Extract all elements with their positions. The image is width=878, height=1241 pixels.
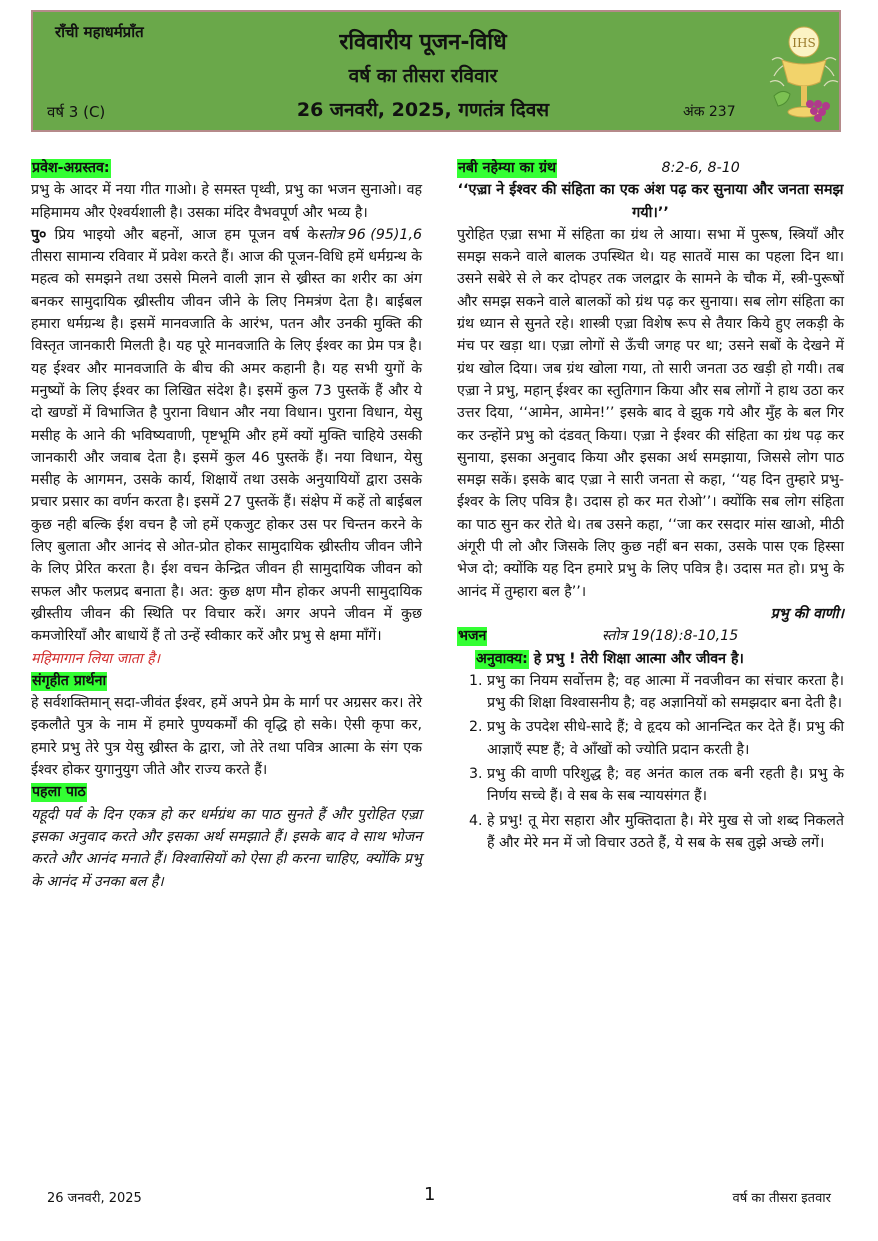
first-reading-heading: पहला पाठ (32, 784, 86, 801)
diocese-name: राँची महाधर्मप्राँत (55, 23, 144, 41)
refrain-text: हे प्रभु ! तेरी शिक्षा आत्मा और जीवन है। (528, 650, 744, 667)
psalm-reference: स्तोत्र 19(18):8-10,15 (601, 628, 739, 645)
chalice-icon (768, 20, 840, 128)
reading-book-heading: नबी नहेम्या का ग्रंथ (458, 160, 557, 176)
psalm-refrain (475, 648, 844, 670)
psalm-verse: 4. हे प्रभु! तू मेरा सहारा और मुक्तिदाता है। मेरे मुख से जो शब्द निकलते हैं और मेरे मन में जो विचार उठते हैं, ये सब के सब तुझे अच्छे लगें। (487, 810, 844, 855)
date-line: 26 जनवरी, 2025, गणतंत्र दिवस (296, 99, 550, 121)
reading-text: पुरोहित एज़्रा सभा में संहिता का ग्रंथ ले आया। सभा में पुरूष, स्त्रियाँ और समझ सकने वाले बालक उपस्थित थे। यह सातवें मास का पहला दिन था। उसने सबेरे से ले कर दोपहर तक जलद्वार के सामने के चौक में, स्त्री-पुरूषों और समझ सकने वाले बालकों को ग्रंथ पढ़ कर सुनाया। सब लोग संहिता का ग्रंथ ध्यान से सुनते रहे। शास्त्री एज़्रा विशेष रूप से तैयार किये हुए लकड़ी के मंच पर खड़ा था। एज़्रा लोगों से ऊँची जगह पर था; उसने सबों के देखने में ग्रंथ खोल दिया। जब ग्रंथ खोला गया, तो सारी जनता उठ खड़ी हो गयी। तब एज़्रा ने प्रभु, महान् ईश्वर का स्तुतिगान किया और सब लोगों ने हाथ उठा कर उत्तर दिया, ‘‘आमेन, आमेन!’’ इसके बाद वे झुक गये और मुँह के बल गिर कर उन्होंने प्रभु को दंडवत् किया। एज़्रा ने ईश्वर की संहिता का ग्रंथ पढ़ कर सुनाया, इसका अनुवाद किया और इसका अर्थ समझाया, जिससे लोग पाठ समझ सकें। इसके बाद एज़्रा ने सारी जनता से कहा, ‘‘यह दिन तुम्हारे प्रभु-ईश्वर के लिए पवित्र है। उदास हो कर मत रोओ’’। क्योंकि सब लोग संहिता का पाठ सुन कर रोते थे। तब उसने कहा, ‘‘जा कर रसदार मांस खाओ, मीठी अंगूरी पी लो और जिसके लिए कुछ नहीं बन सका, उसके पास एक हिस्सा भेज दो; क्योंकि यह दिन हमारे प्रभु के लिए पवित्र है। उदास मत हो। प्रभु के आनंद में तुम्हारा बल है’’। (457, 226, 844, 600)
introduction (31, 224, 422, 648)
reading-closing: प्रभु की वाणी। (770, 605, 844, 622)
refrain-label: अनुवाक्य: (476, 650, 528, 667)
collect-text: हे सर्वशक्तिमान् सदा-जीवंत ईश्वर, हमें अपने प्रेम के मार्ग पर अग्रसर कर। तेरे इकलौते पुत्र के नाम में हमारे पुण्यकर्मों की वृद्धि हो सके। ऐसी कृपा कर, हमारे प्रभु तेरे पुत्र येसु ख्रीस्त के द्वारा, जो तेरे तथा पवित्र आत्मा के संग एक ईश्वर होकर युगानुयुग जीते और राज्य करते हैं। (31, 695, 422, 779)
psalm-verse: 2. प्रभु के उपदेश सीधे-सादे हैं; वे हृदय को आनन्दित कर देते हैं। प्रभु की आज्ञाएँ स्पष्ट हैं; वे आँखों को ज्योति प्रदान करती है। (487, 716, 844, 761)
psalm-heading: भजन (458, 628, 487, 645)
footer-label: वर्ष का तीसरा इतवार (732, 1191, 831, 1206)
psalm-verse: 1. प्रभु का नियम सर्वोत्तम है; वह आत्मा में नवजीवन का संचार करता है। प्रभु की शिक्षा विश्वासनीय है; वह अज्ञानियों को समझदार बना देती है। (487, 670, 844, 715)
reading-summary-quote: ‘‘एज़्रा ने ईश्वर की संहिता का एक अंश पढ़ कर सुनाया और जनता समझ गयी।’’ (457, 182, 844, 221)
reading-reference: 8:2-6, 8-10 (661, 160, 740, 176)
gloria-rubric: महिमागान लिया जाता है। (31, 650, 160, 667)
bulletin-header (31, 10, 841, 132)
psalm-verse: 3. प्रभु की वाणी परिशुद्ध है; वह अनंत काल तक बनी रहती है। प्रभु के निर्णय सच्चे हैं। वे सब के सब न्यायसंगत हैं। (487, 763, 844, 808)
entrance-antiphon-text: प्रभु के आदर में नया गीत गाओ। हे समस्त पृथ्वी, प्रभु का भजन सुनाओ। वह महिमामय और ऐश्वर्यशाली है। उसका मंदिर वैभवपूर्ण और भव्य है। (31, 182, 422, 221)
liturgical-year: वर्ष 3 (C) (47, 103, 106, 121)
issue-number: अंक 237 (683, 104, 736, 120)
right-column (457, 157, 844, 856)
entrance-antiphon-reference: स्तोत्र 96 (95)1,6 (318, 226, 422, 243)
bulletin-title: रविवारीय पूजन-विधि (339, 30, 507, 55)
sunday-name: वर्ष का तीसरा रविवार (348, 65, 498, 87)
entrance-antiphon-heading: प्रवेश-अग्रस्तव: (32, 160, 110, 176)
priest-marker: पु० (31, 226, 47, 243)
left-column (31, 157, 422, 893)
ihs-emblem-text: IHS (792, 36, 816, 50)
page-number: 1 (424, 1184, 436, 1205)
psalm-verses (457, 670, 844, 854)
first-reading-intro-text: यहूदी पर्व के दिन एकत्र हो कर धर्मग्रंथ का पाठ सुनते हैं और पुरोहित एज़्रा इसका अनुवाद करते और इसका अर्थ समझाते हैं। इसके बाद वे साथ भोजन करते और आनंद मनाते हैं। विश्वासियों को ऐसा ही करना चाहिए, क्योंकि प्रभु के आनंद में उनका बल है। (31, 806, 422, 890)
introduction-text: प्रिय भाइयो और बहनों, आज हम पूजन वर्ष के तीसरा सामान्य रविवार में प्रवेश करते हैं। आज की पूजन-विधि हमें धर्मग्रन्थ के महत्व को समझने तथा उससे मिलने वाली ज्ञान से ख्रीस्त का शरीर का अंग बनकर सामुदायिक ख्रीस्तीय जीवन जीने के लिए निमत्रंण देता है। बाईबल हमारा धर्मग्रन्थ है। इसमें मानवजाति के आरंभ, पतन और उनकी मुक्ति की विस्तृत जानकारी मिलती है। यह पूरे मानवजाति के लिए ईश्वर का प्रेम पत्र है। यह ईश्वर और मानवजाति के बीच की अमर कहानी है। यह सभी युगों के मनुष्यों के लिए ईश्वर का लिखित संदेश है। इसमें कुल 73 पुस्तकें हैं और ये दो खण्डों में विभाजित है पुराना विधान और नया विधान। पुराना विधान, येसु मसीह के आने की भविष्यवाणी, पृष्टभूमि और हमें क्यों मुक्ति चाहिये उसकी जानकारी और जवाब देता है। इसमें कुल 46 पुस्तकें हैं। नया विधान, येसु मसीह के आगमन, उसके कार्य, शिक्षायें तथा उसके अनुयायियों द्वारा उसके प्रचार प्रसार का वर्णन करता है। इसमें 27 पुस्तकें हैं। संक्षेप में कहें तो बाईबल कुछ नही बल्कि ईश वचन है जो हमें एकजुट होकर उस पर चिन्तन करने के लिए बुलाता और आनंद से ओत-प्रोत होकर सामुदायिक ख्रीस्तीय जीवन जीने के लिए प्रेरित करता है। ईश वचन केन्द्रित जीवन ही सामुदायिक जीवन को सफल और फलप्रद बनाता है। अत: कुछ क्षण मौन होकर अपनी सामुदायिक ख्रीस्तीय जीवन की स्थिति पर विचार करें। अगर अपने जीवन में कुछ कमजोरियाँ और बाधायें हैं तो उन्हें स्वीकार करें और प्रभु से क्षमा माँगें। (31, 226, 422, 645)
collect-heading: संगृहीत प्रार्थना (32, 672, 107, 689)
footer-date: 26 जनवरी, 2025 (47, 1191, 142, 1206)
